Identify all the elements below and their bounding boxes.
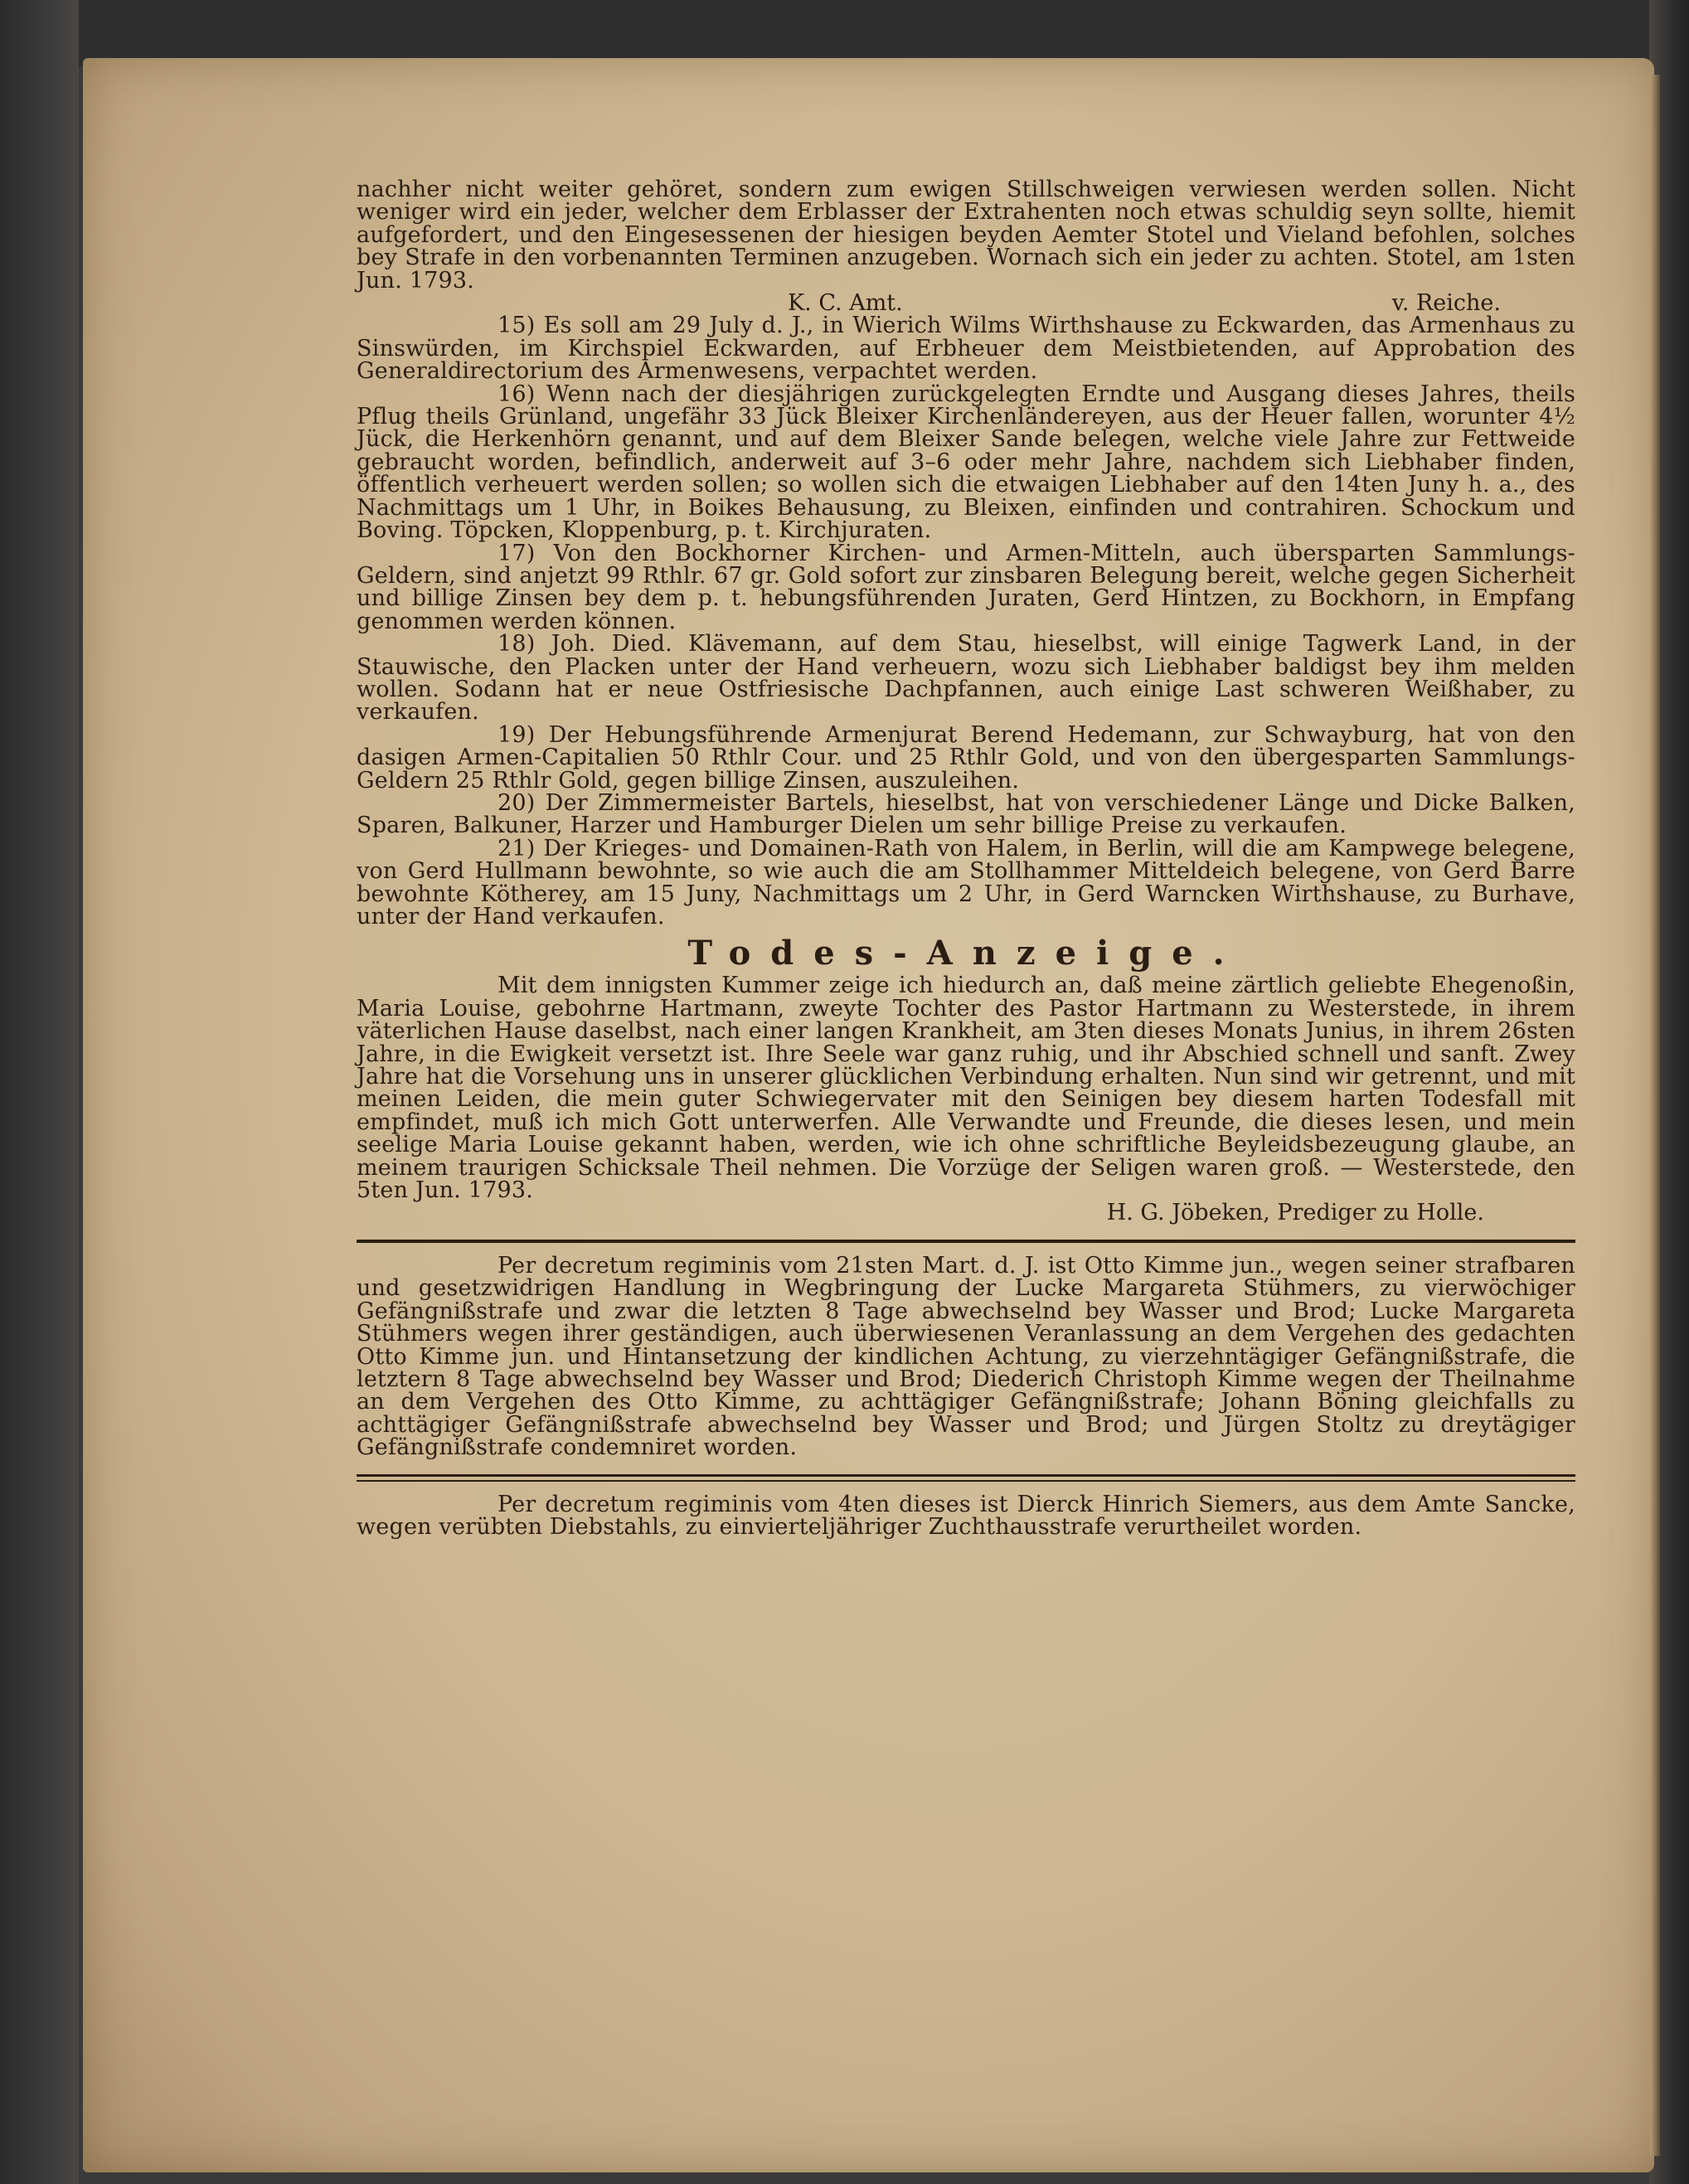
notice-paragraph: Per decretum regiminis vom 4ten dieses ist Dierck Hinrich Siemers, aus dem Amte Sancke, wegen verübten Diebstahls, zu einvierteljähriger Zuchthausstrafe verurtheilet worden. <box>357 1491 1575 1540</box>
notice-paragraph: 17) Von den Bockhorner Kirchen- und Armen-Mitteln, auch übersparten Sammlungs-Geldern, sind anjetzt 99 Rthlr. 67 gr. Gold sofort zur zinsbaren Belegung bereit, welche gegen Sicherheit und billige Zinsen bey dem p. t. hebungsführenden Juraten, Gerd Hintzen, zu Bockhorn, in Empfang genommen werden können. <box>357 540 1575 634</box>
notice-paragraph: 20) Der Zimmermeister Bartels, hieselbst, hat von verschiedener Länge und Dicke Balken, Sparen, Balkuner, Harzer und Hamburger Dielen um sehr billige Preise zu verkaufen. <box>357 789 1575 839</box>
scan-background-left <box>0 0 79 2184</box>
signature-line <box>357 290 1575 317</box>
notice-paragraph: 21) Der Krieges- und Domainen-Rath von Halem, in Berlin, will die am Kampwege belegene, von Gerd Hullmann bewohnte, so wie auch die am Stollhammer Mitteldeich belegene, von Gerd Barre bewohnte Kötherey, am 15 Juny, Nachmittags um 2 Uhr, in Gerd Warncken Wirthshause, zu Burhave, unter der Hand verkaufen. <box>357 835 1575 929</box>
page-text-column <box>357 178 1575 2135</box>
notice-paragraph: 18) Joh. Died. Klävemann, auf dem Stau, hieselbst, will einige Tagwerk Land, in der Stauwische, den Placken unter der Hand verheuern, wozu sich Liebhaber baldigst bey ihm melden wollen. Sodann hat er neue Ostfriesische Dachpfannen, auch einige Last schweren Weißhaber, zu verkaufen. <box>357 631 1575 726</box>
notice-paragraph: 19) Der Hebungsführende Armenjurat Berend Hedemann, zur Schwayburg, hat von den dasigen Armen-Capitalien 50 Rthlr Cour. und 25 Rthlr Gold, und von den übergesparten Sammlungs-Geldern 25 Rthlr Gold, gegen billige Zinsen, auszuleihen. <box>357 721 1575 794</box>
notice-paragraph: 16) Wenn nach der diesjährigen zurückgelegten Erndte und Ausgang dieses Jahres, theils Pflug theils Grünland, ungefähr 33 Jück Bleixer Kirchenländereyen, aus der Heuer fallen, worunter 4½ Jück, die Herkenhörn genannt, und auf dem Bleixer Sande belegen, welche viele Jahre zur Fettweide gebraucht worden, befindlich, anderweit auf 3–6 oder mehr Jahre, nachdem sich Liebhaber finden, öffentlich verheuert werden sollen; so wollen sich die etwaigen Liebhaber auf den 14ten Juny h. a., des Nachmittags um 1 Uhr, in Boikes Behausung, zu Bleixen, einfinden und contrahiren. Schockum und Boving. Töpcken, Kloppenburg, p. t. Kirchjuraten. <box>357 381 1575 544</box>
signature-left: K. C. Amt. <box>788 290 903 317</box>
notice-paragraph: nachher nicht weiter gehöret, sondern zum ewigen Stillschweigen verwiesen werden sollen. Nicht weniger wird ein jeder, welcher dem Erblasser der Extrahenten noch etwas schuldig seyn sollte, hiemit aufgefordert, und den Eingesessenen der hiesigen beyden Aemter Stotel und Vieland befohlen, solches bey Strafe in den vorbenannten Terminen anzugeben. Wornach sich ein jeder zu achten. Stotel, am 1sten Jun. 1793. <box>357 177 1575 294</box>
divider-rule <box>357 1240 1575 1243</box>
scan-background-top <box>0 0 1689 66</box>
signature-right: v. Reiche. <box>1391 290 1501 317</box>
page-edge <box>1650 75 1660 2156</box>
notice-paragraph: Per decretum regiminis vom 21sten Mart. d. J. ist Otto Kimme jun., wegen seiner strafbaren und gesetzwidrigen Handlung in Wegbringung der Lucke Margareta Stühmers, zu vierwöchiger Gefängnißstrafe und zwar die letzten 8 Tage abwechselnd bey Wasser und Brod; Lucke Margareta Stühmers wegen ihrer geständigen, auch überwiesenen Veranlassung an dem Vergehen des gedachten Otto Kimme jun. und Hintansetzung der kindlichen Achtung, zu vierzehntägiger Gefängnißstrafe, die letztern 8 Tage abwechselnd bey Wasser und Brod; Diederich Christoph Kimme wegen der Theilnahme an dem Vergehen des Otto Kimme, zu achttägiger Gefängnißstrafe; Johann Böning gleichfalls zu achttägiger Gefängnißstrafe abwechselnd bey Wasser und Brod; und Jürgen Stoltz zu dreytägiger Gefängnißstrafe condemniret worden. <box>357 1252 1575 1461</box>
notice-paragraph: Mit dem innigsten Kummer zeige ich hiedurch an, daß meine zärtlich geliebte Ehegenoßin, Maria Louise, gebohrne Hartmann, zweyte Tochter des Pastor Hartmann zu Westerstede, in ihrem väterlichen Hause daselbst, nach einer langen Krankheit, am 3ten dieses Monats Junius, in ihrem 26sten Jahre, in die Ewigkeit versetzt ist. Ihre Seele war ganz ruhig, und ihr Abschied schnell und sanft. Zwey Jahre hat die Vorsehung uns in unserer glücklichen Verbindung erhalten. Nun sind wir getrennt, und mit meinen Leiden, die mein guter Schwiegervater mit den Seinigen bey diesem harten Todesfall mit empfindet, muß ich mich Gott unterwerfen. Alle Verwandte und Freunde, die dieses lesen, und mein seelige Maria Louise gekannt haben, werden, wie ich ohne schriftliche Beyleidsbezeugung glaube, an meinem traurigen Schicksale Theil nehmen. Die Vorzüge der Seligen waren groß. — Westerstede, den 5ten Jun. 1793. <box>357 973 1575 1204</box>
divider-double-rule <box>357 1474 1575 1482</box>
signature-line <box>357 1201 1575 1224</box>
section-heading: Todes-Anzeige. <box>687 934 1245 973</box>
notice-paragraph: 15) Es soll am 29 July d. J., in Wierich Wilms Wirthshause zu Eckwarden, das Armenhaus zu Sinswürden, im Kirchspiel Eckwarden, auf Erbheuer dem Meistbietenden, auf Approbation des Generaldirectorium des Armenwesens, verpachtet werden. <box>357 313 1575 385</box>
signature-right: H. G. Jöbeken, Prediger zu Holle. <box>1106 1200 1484 1226</box>
